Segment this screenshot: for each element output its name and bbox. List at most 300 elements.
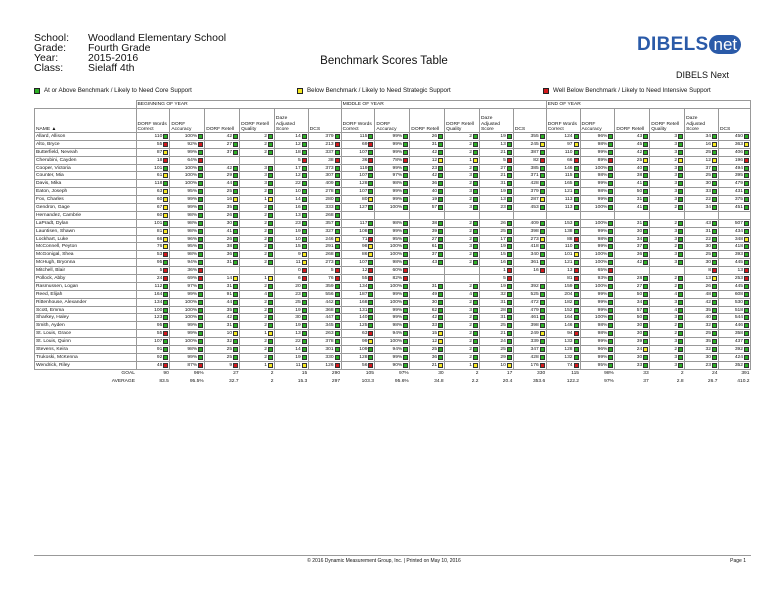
score-value: 428 xyxy=(530,354,539,360)
score-cell xyxy=(718,227,750,235)
score-cell xyxy=(480,235,514,243)
score-cell xyxy=(718,353,750,361)
column-header[interactable]: Daze Adjusted Score xyxy=(685,109,719,133)
score-value: 12 xyxy=(431,157,438,163)
table-row xyxy=(35,338,751,346)
benchmark-status-icon xyxy=(608,134,613,139)
score-cell xyxy=(170,243,205,251)
benchmark-status-icon xyxy=(473,237,478,242)
score-cell xyxy=(136,180,170,188)
score-cell xyxy=(274,140,308,148)
column-header[interactable]: DORF Accuracy xyxy=(580,109,615,133)
footer-copyright: © 2016 Dynamic Measurement Group, Inc. | Printed on May 10, 2016 xyxy=(307,558,461,564)
score-cell xyxy=(136,282,170,290)
score-cell xyxy=(308,282,341,290)
student-name: Reed, Elijah xyxy=(35,290,137,298)
score-cell xyxy=(513,211,546,219)
score-cell xyxy=(615,156,650,164)
score-cell xyxy=(445,219,480,227)
score-value: 140 xyxy=(359,315,368,321)
score-value: 101 xyxy=(564,252,573,258)
score-value: 94 xyxy=(567,331,573,337)
score-value: 34 xyxy=(636,299,643,305)
benchmark-status-icon xyxy=(163,308,168,313)
score-cell xyxy=(513,148,546,156)
score-cell xyxy=(170,290,205,298)
score-cell xyxy=(513,346,546,354)
column-header[interactable]: DCS xyxy=(308,109,341,133)
score-cell xyxy=(410,306,445,314)
score-cell xyxy=(205,353,240,361)
score-cell xyxy=(546,180,580,188)
score-value: 134 xyxy=(154,299,163,305)
score-value: 3 xyxy=(674,133,678,139)
table-row xyxy=(35,243,751,251)
score-value: 373 xyxy=(325,165,334,171)
score-value: 19 xyxy=(295,307,301,313)
score-value: 4 xyxy=(264,291,267,297)
average-row-value: 297 xyxy=(331,378,341,384)
benchmark-status-icon xyxy=(268,221,273,226)
benchmark-status-icon xyxy=(678,189,683,194)
score-cell xyxy=(170,314,205,322)
benchmark-status-icon xyxy=(608,347,613,352)
score-value: 121 xyxy=(564,260,573,266)
score-cell xyxy=(205,196,240,204)
benchmark-status-icon xyxy=(403,166,408,171)
score-cell xyxy=(546,361,580,369)
score-value: 379 xyxy=(530,189,539,195)
benchmark-status-icon xyxy=(198,268,203,273)
benchmark-status-icon xyxy=(233,197,238,202)
score-cell xyxy=(513,180,546,188)
score-value: 36 xyxy=(226,252,233,258)
score-cell xyxy=(650,361,685,369)
score-value: 355 xyxy=(530,133,539,139)
score-cell xyxy=(445,148,480,156)
score-cell xyxy=(308,314,341,322)
benchmark-status-icon xyxy=(163,363,168,368)
benchmark-status-icon xyxy=(335,166,340,171)
red-swatch-icon xyxy=(543,88,549,94)
benchmark-status-icon xyxy=(540,181,545,186)
score-value: 34 xyxy=(705,133,711,139)
score-cell xyxy=(274,361,308,369)
score-value: 31 xyxy=(636,197,643,203)
score-cell xyxy=(546,235,580,243)
benchmark-status-icon xyxy=(403,308,408,313)
benchmark-status-icon xyxy=(335,134,340,139)
benchmark-status-icon xyxy=(608,292,613,297)
score-cell xyxy=(205,243,240,251)
benchmark-status-icon xyxy=(643,173,648,178)
green-swatch-icon xyxy=(34,88,40,94)
benchmark-status-icon xyxy=(712,276,717,281)
score-value: 424 xyxy=(734,354,743,360)
benchmark-status-icon xyxy=(368,158,373,163)
score-value: 3 xyxy=(469,173,472,179)
score-cell xyxy=(274,298,308,306)
benchmark-status-icon xyxy=(368,323,373,328)
column-header[interactable]: DORF Accuracy xyxy=(375,109,410,133)
column-header[interactable]: DORF Words Correct xyxy=(341,109,375,133)
student-name: LaPradt, Dylan xyxy=(35,219,137,227)
score-cell xyxy=(308,361,341,369)
score-cell xyxy=(480,267,514,275)
benchmark-status-icon xyxy=(574,189,579,194)
benchmark-status-icon xyxy=(473,150,478,155)
benchmark-status-icon xyxy=(268,284,273,289)
score-cell xyxy=(718,346,750,354)
score-cell xyxy=(375,235,410,243)
score-value: 25 xyxy=(295,299,301,305)
score-value: 152 xyxy=(564,307,573,313)
score-cell xyxy=(480,353,514,361)
score-value: 39 xyxy=(636,339,643,345)
benchmark-status-icon xyxy=(335,229,340,234)
column-header[interactable]: DORF Accuracy xyxy=(170,109,205,133)
benchmark-status-icon xyxy=(268,197,273,202)
benchmark-status-icon xyxy=(302,166,307,171)
benchmark-status-icon xyxy=(268,134,273,139)
score-value: 431 xyxy=(734,189,743,195)
benchmark-status-icon xyxy=(678,339,683,344)
score-value: 13 xyxy=(737,268,743,274)
benchmark-status-icon xyxy=(608,197,613,202)
score-value: 99 xyxy=(361,339,368,345)
benchmark-status-icon xyxy=(163,229,168,234)
score-cell xyxy=(685,298,719,306)
benchmark-status-icon xyxy=(574,315,579,320)
benchmark-status-icon xyxy=(302,284,307,289)
score-value: 132 xyxy=(564,354,573,360)
score-value: 2 xyxy=(264,133,267,139)
score-cell xyxy=(205,172,240,180)
average-row-value: 15.3 xyxy=(297,378,308,384)
benchmark-status-icon xyxy=(507,347,512,352)
score-cell xyxy=(341,330,375,338)
score-value: 14 xyxy=(226,275,233,281)
score-cell xyxy=(341,211,375,219)
column-header[interactable]: DORF Words Correct xyxy=(546,109,580,133)
benchmark-status-icon xyxy=(507,363,512,368)
score-value: 3 xyxy=(469,244,472,250)
benchmark-status-icon xyxy=(712,189,717,194)
column-header[interactable]: DORF Retell xyxy=(205,109,240,133)
score-value: 357 xyxy=(325,220,334,226)
score-value: 3 xyxy=(674,315,678,321)
benchmark-status-icon xyxy=(368,331,373,336)
score-value: 12 xyxy=(705,157,711,163)
score-value: 97 xyxy=(567,141,573,147)
column-header[interactable]: Daze Adjusted Score xyxy=(480,109,514,133)
score-value: 164 xyxy=(154,291,163,297)
benchmark-status-icon xyxy=(574,150,579,155)
benchmark-status-icon xyxy=(438,158,443,163)
benchmark-status-icon xyxy=(540,166,545,171)
benchmark-status-icon xyxy=(473,347,478,352)
score-cell xyxy=(718,219,750,227)
score-value: 2 xyxy=(264,189,267,195)
score-value: 99% xyxy=(597,354,608,360)
score-value: 31 xyxy=(431,283,438,289)
score-value: 39 xyxy=(431,228,438,234)
score-value: 24 xyxy=(636,346,643,352)
score-value: 10 xyxy=(295,236,301,242)
score-value: 37 xyxy=(705,165,711,171)
score-cell xyxy=(136,251,170,259)
score-value: 6 xyxy=(298,275,301,281)
score-value: 19 xyxy=(295,228,301,234)
benchmark-status-icon xyxy=(608,300,613,305)
score-cell xyxy=(341,322,375,330)
score-value: 98% xyxy=(187,252,198,258)
column-header[interactable]: DORF Words Correct xyxy=(136,109,170,133)
benchmark-status-icon xyxy=(608,308,613,313)
score-cell xyxy=(205,211,240,219)
score-cell xyxy=(615,219,650,227)
score-value: 98% xyxy=(597,331,608,337)
benchmark-status-icon xyxy=(540,260,545,265)
column-header[interactable]: DORF Retell Quality xyxy=(240,109,275,133)
goal-row-value: 2 xyxy=(475,370,479,376)
score-value: 3 xyxy=(469,204,472,210)
benchmark-status-icon xyxy=(643,221,648,226)
score-cell xyxy=(546,196,580,204)
score-value: 42 xyxy=(431,149,438,155)
score-cell xyxy=(513,275,546,283)
goal-row-value: 24 xyxy=(711,370,718,376)
benchmark-status-icon xyxy=(438,205,443,210)
score-cell xyxy=(615,282,650,290)
benchmark-status-icon xyxy=(744,237,749,242)
benchmark-status-icon xyxy=(335,213,340,218)
score-cell xyxy=(650,204,685,212)
score-value: 38 xyxy=(328,157,334,163)
benchmark-status-icon xyxy=(712,142,717,147)
benchmark-status-icon xyxy=(163,221,168,226)
score-cell xyxy=(580,243,615,251)
score-value: 2 xyxy=(469,165,472,171)
score-cell xyxy=(685,156,719,164)
benchmark-status-icon xyxy=(302,244,307,249)
student-name: Alto, Bryce xyxy=(35,140,137,148)
benchmark-status-icon xyxy=(744,229,749,234)
average-row-value: 37 xyxy=(643,378,649,384)
benchmark-status-icon xyxy=(368,260,373,265)
score-cell xyxy=(580,148,615,156)
score-cell xyxy=(410,243,445,251)
product-name: DIBELS Next xyxy=(676,70,730,80)
benchmark-status-icon xyxy=(678,166,683,171)
student-name: Sharkey, Haley xyxy=(35,314,137,322)
score-cell xyxy=(480,251,514,259)
benchmark-status-icon xyxy=(643,363,648,368)
score-value: 100% xyxy=(184,339,198,345)
score-cell xyxy=(445,338,480,346)
score-value: 34 xyxy=(636,236,643,242)
score-cell xyxy=(718,306,750,314)
score-value: 393 xyxy=(734,252,743,258)
score-value: 55 xyxy=(156,331,163,337)
table-row xyxy=(35,156,751,164)
score-value: 117 xyxy=(359,220,368,226)
score-cell xyxy=(546,275,580,283)
benchmark-status-icon xyxy=(574,252,579,257)
score-cell xyxy=(685,243,719,251)
score-cell xyxy=(445,172,480,180)
score-cell xyxy=(410,275,445,283)
score-value: 10 xyxy=(500,362,506,368)
score-value: 87 xyxy=(156,149,163,155)
benchmark-status-icon xyxy=(540,331,545,336)
score-cell xyxy=(274,188,308,196)
score-cell xyxy=(375,227,410,235)
benchmark-status-icon xyxy=(744,323,749,328)
score-cell xyxy=(205,204,240,212)
column-header[interactable]: DCS xyxy=(513,109,546,133)
table-row xyxy=(35,282,751,290)
score-value: 23 xyxy=(500,204,506,210)
score-cell xyxy=(170,267,205,275)
benchmark-status-icon xyxy=(473,339,478,344)
benchmark-status-icon xyxy=(507,229,512,234)
benchmark-status-icon xyxy=(608,244,613,249)
score-cell xyxy=(615,314,650,322)
score-value: 5 xyxy=(298,157,301,163)
score-cell xyxy=(375,180,410,188)
goal-row-label: GOAL xyxy=(121,370,136,376)
score-value: 98% xyxy=(392,323,403,329)
benchmark-status-icon xyxy=(302,252,307,257)
score-value: 92% xyxy=(187,141,198,147)
benchmark-status-icon xyxy=(678,252,683,257)
score-value: 3 xyxy=(469,307,472,313)
score-cell xyxy=(650,243,685,251)
column-header[interactable]: DCS xyxy=(718,109,750,133)
score-value: 395 xyxy=(734,173,743,179)
score-cell xyxy=(375,330,410,338)
benchmark-status-icon xyxy=(268,205,273,210)
score-cell xyxy=(580,338,615,346)
score-cell xyxy=(513,298,546,306)
score-value: 9 xyxy=(298,252,301,258)
benchmark-status-icon xyxy=(643,252,648,257)
benchmark-status-icon xyxy=(643,347,648,352)
score-value: 3 xyxy=(264,181,267,187)
score-value: 43 xyxy=(705,220,711,226)
score-cell xyxy=(650,164,685,172)
score-value: 90% xyxy=(392,362,403,368)
benchmark-status-icon xyxy=(335,197,340,202)
score-cell xyxy=(170,330,205,338)
score-value: 35 xyxy=(705,339,711,345)
benchmark-status-icon xyxy=(335,189,340,194)
column-header[interactable]: Daze Adjusted Score xyxy=(274,109,308,133)
score-cell xyxy=(718,314,750,322)
score-value: 3 xyxy=(264,173,267,179)
benchmark-status-icon xyxy=(540,347,545,352)
score-cell xyxy=(580,361,615,369)
benchmark-status-icon xyxy=(368,308,373,313)
benchmark-status-icon xyxy=(198,173,203,178)
score-value: 2 xyxy=(264,260,267,266)
score-cell xyxy=(410,290,445,298)
benchmark-status-icon xyxy=(712,284,717,289)
benchmark-status-icon xyxy=(302,347,307,352)
benchmark-status-icon xyxy=(438,363,443,368)
score-cell xyxy=(375,275,410,283)
benchmark-status-icon xyxy=(198,229,203,234)
name-column-header[interactable]: NAME ▲ xyxy=(35,109,137,133)
benchmark-status-icon xyxy=(507,134,512,139)
score-value: 31 xyxy=(500,181,506,187)
score-cell xyxy=(718,330,750,338)
score-value: 97% xyxy=(187,283,198,289)
column-header[interactable]: DORF Retell xyxy=(615,109,650,133)
score-value: 544 xyxy=(734,315,743,321)
score-value: 98% xyxy=(187,212,198,218)
column-header[interactable]: DORF Retell xyxy=(410,109,445,133)
score-value: 1 xyxy=(469,157,472,163)
benchmark-status-icon xyxy=(678,355,683,360)
score-cell xyxy=(375,164,410,172)
score-cell xyxy=(718,290,750,298)
benchmark-status-icon xyxy=(540,197,545,202)
score-cell xyxy=(615,322,650,330)
score-cell xyxy=(341,251,375,259)
score-cell xyxy=(205,259,240,267)
score-value: 42 xyxy=(636,260,643,266)
score-value: 409 xyxy=(325,181,334,187)
average-row-value: 2.2 xyxy=(471,378,479,384)
score-cell xyxy=(718,361,750,369)
benchmark-status-icon xyxy=(198,142,203,147)
score-cell xyxy=(170,298,205,306)
benchmark-status-icon xyxy=(574,347,579,352)
benchmark-status-icon xyxy=(233,213,238,218)
benchmark-status-icon xyxy=(302,260,307,265)
score-value: 494 xyxy=(734,165,743,171)
score-value: 14 xyxy=(295,133,301,139)
score-cell xyxy=(308,188,341,196)
benchmark-status-icon xyxy=(608,237,613,242)
benchmark-status-icon xyxy=(233,339,238,344)
score-cell xyxy=(480,282,514,290)
benchmark-status-icon xyxy=(507,284,512,289)
score-value: 97% xyxy=(392,173,403,179)
benchmark-status-icon xyxy=(438,237,443,242)
sort-asc-icon[interactable]: ▲ xyxy=(51,126,57,132)
score-cell xyxy=(685,180,719,188)
score-cell xyxy=(546,243,580,251)
benchmark-status-icon xyxy=(744,221,749,226)
column-header[interactable]: DORF Retell Quality xyxy=(650,109,685,133)
student-name: St. Louis, Quinn xyxy=(35,338,137,346)
score-value: 99% xyxy=(392,291,403,297)
score-value: 347 xyxy=(530,346,539,352)
benchmark-status-icon xyxy=(233,166,238,171)
benchmark-status-icon xyxy=(268,229,273,234)
score-cell xyxy=(240,361,275,369)
score-cell xyxy=(375,133,410,141)
benchmark-status-icon xyxy=(268,331,273,336)
benchmark-status-icon xyxy=(678,205,683,210)
score-value: 98% xyxy=(597,173,608,179)
score-value: 94% xyxy=(392,331,403,337)
column-header[interactable]: DORF Retell Quality xyxy=(445,109,480,133)
score-cell xyxy=(240,251,275,259)
